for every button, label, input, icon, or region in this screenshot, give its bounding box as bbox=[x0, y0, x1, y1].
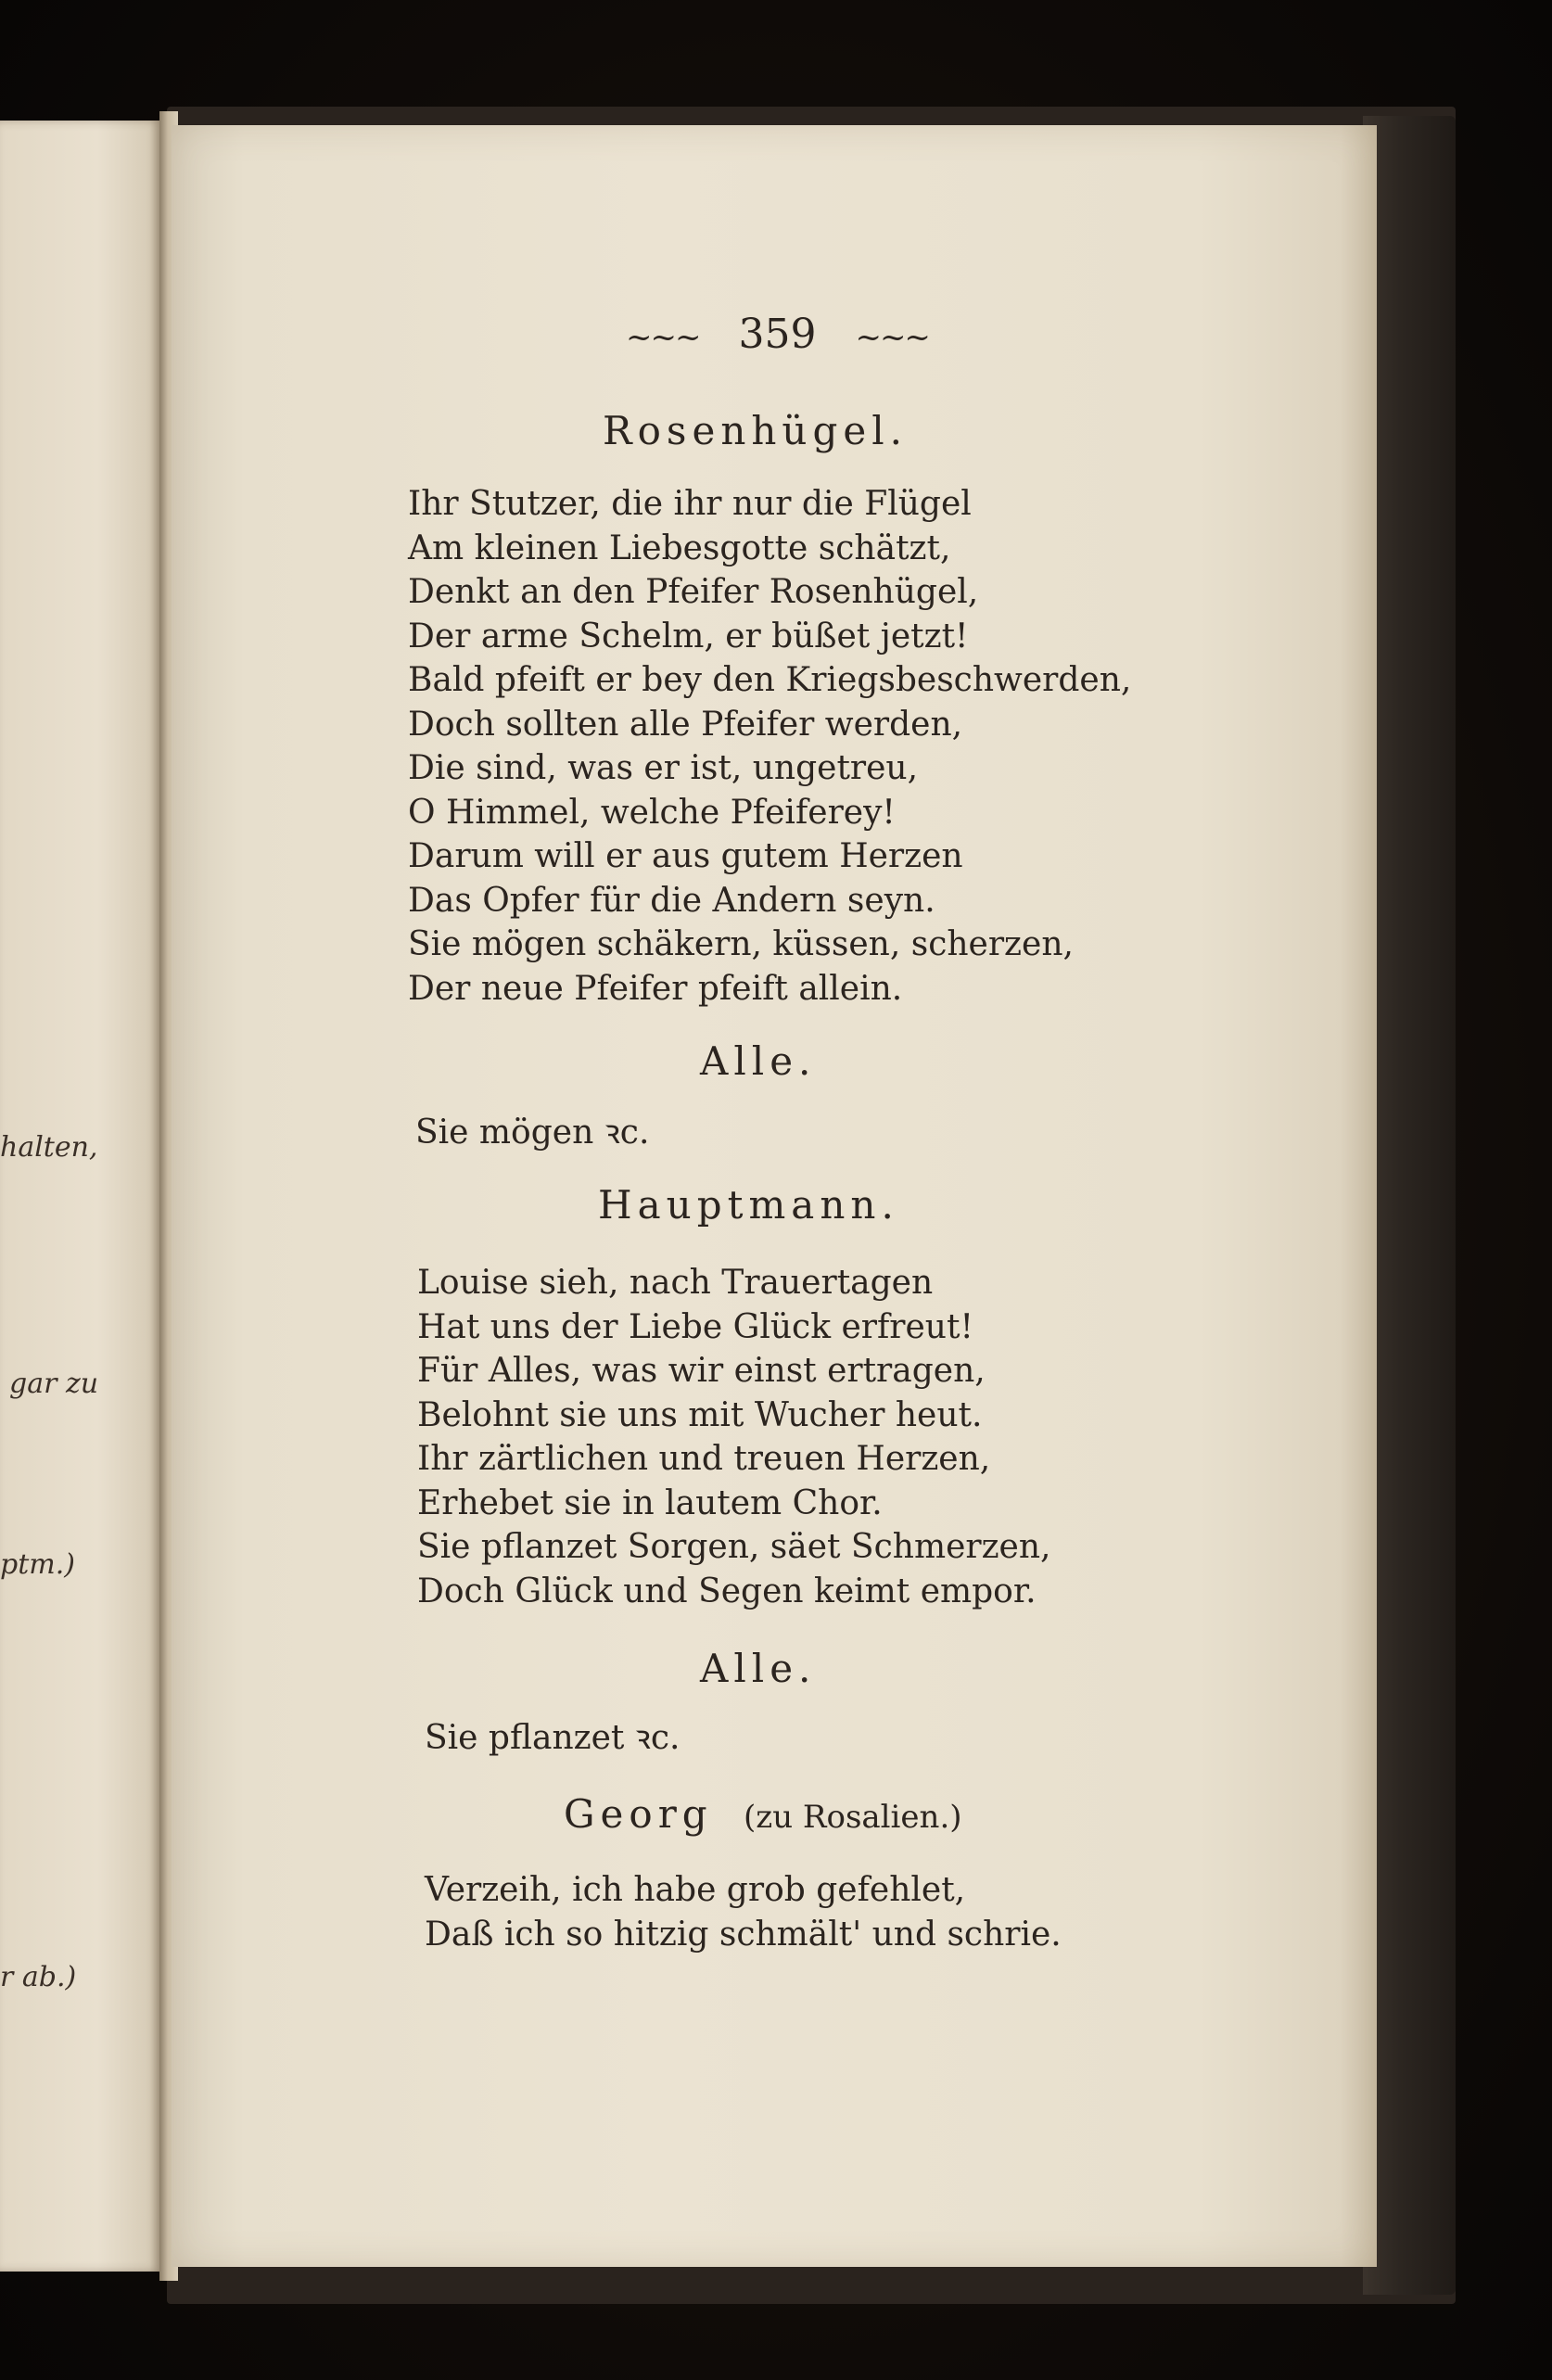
left-page bbox=[0, 121, 162, 2272]
chorus-cue: Sie pflanzet ꝛc. bbox=[425, 1719, 681, 1757]
header-ornament-right: ~~~ bbox=[855, 319, 929, 356]
verse-line: O Himmel, welche Pfeiferey! bbox=[408, 793, 896, 832]
verse-line: Das Opfer für die Andern seyn. bbox=[408, 881, 935, 920]
verse-line: Verzeih, ich habe grob gefehlet, bbox=[425, 1871, 966, 1909]
verse-line: Ihr Stutzer, die ihr nur die Flügel bbox=[408, 485, 972, 523]
speaker-heading: Alle. bbox=[700, 1038, 817, 1084]
speaker-heading: Alle. bbox=[700, 1646, 817, 1691]
verse-line: Belohnt sie uns mit Wucher heut. bbox=[417, 1395, 983, 1434]
page-number: 359 bbox=[738, 311, 817, 358]
header-ornament-left: ~~~ bbox=[626, 319, 700, 356]
verse-block bbox=[417, 1261, 1051, 1613]
verse-line: Doch sollten alle Pfeifer werden, bbox=[408, 705, 963, 744]
verse-block bbox=[425, 1868, 1062, 1956]
verse-block bbox=[408, 482, 1131, 1011]
verse-line: Am kleinen Liebesgotte schätzt, bbox=[408, 528, 951, 567]
left-page-fragment: ptm.) bbox=[0, 1548, 75, 1581]
verse-line: Sie pflanzet Sorgen, säet Schmerzen, bbox=[417, 1528, 1051, 1566]
verse-line: Louise sieh, nach Trauertagen bbox=[417, 1264, 934, 1302]
stage-direction: (zu Rosalien.) bbox=[744, 1799, 962, 1836]
verse-line: Hat uns der Liebe Glück erfreut! bbox=[417, 1307, 973, 1346]
page-header bbox=[626, 311, 929, 358]
chorus-cue: Sie mögen ꝛc. bbox=[415, 1114, 650, 1152]
verse-line: Ihr zärtlichen und treuen Herzen, bbox=[417, 1440, 991, 1478]
speaker-heading bbox=[564, 1791, 962, 1837]
verse-line: Der neue Pfeifer pfeift allein. bbox=[408, 969, 903, 1008]
verse-line: Die sind, was er ist, ungetreu, bbox=[408, 749, 919, 787]
book-cover-edge bbox=[1363, 116, 1456, 2295]
verse-line: Bald pfeift er bey den Kriegsbeschwerden, bbox=[408, 661, 1132, 699]
verse-line: Für Alles, was wir einst ertragen, bbox=[417, 1352, 986, 1390]
speaker-heading: Hauptmann. bbox=[598, 1182, 899, 1228]
verse-line: Der arme Schelm, er büßet jetzt! bbox=[408, 617, 969, 655]
verse-line: Daß ich so hitzig schmält' und schrie. bbox=[425, 1915, 1062, 1954]
verse-line: Erhebet sie in lautem Chor. bbox=[417, 1483, 883, 1522]
verse-line: Darum will er aus gutem Herzen bbox=[408, 837, 963, 875]
left-page-fragment: r ab.) bbox=[0, 1961, 77, 1993]
speaker-name: Georg bbox=[564, 1791, 713, 1837]
left-page-fragment: gar zu bbox=[9, 1368, 99, 1400]
verse-line: Doch Glück und Segen keimt empor. bbox=[417, 1572, 1037, 1610]
verse-line: Sie mögen schäkern, küssen, scherzen, bbox=[408, 925, 1074, 963]
verse-line: Denkt an den Pfeifer Rosenhügel, bbox=[408, 573, 979, 611]
speaker-heading: Rosenhügel. bbox=[603, 408, 908, 453]
left-page-fragment: halten, bbox=[0, 1131, 98, 1164]
